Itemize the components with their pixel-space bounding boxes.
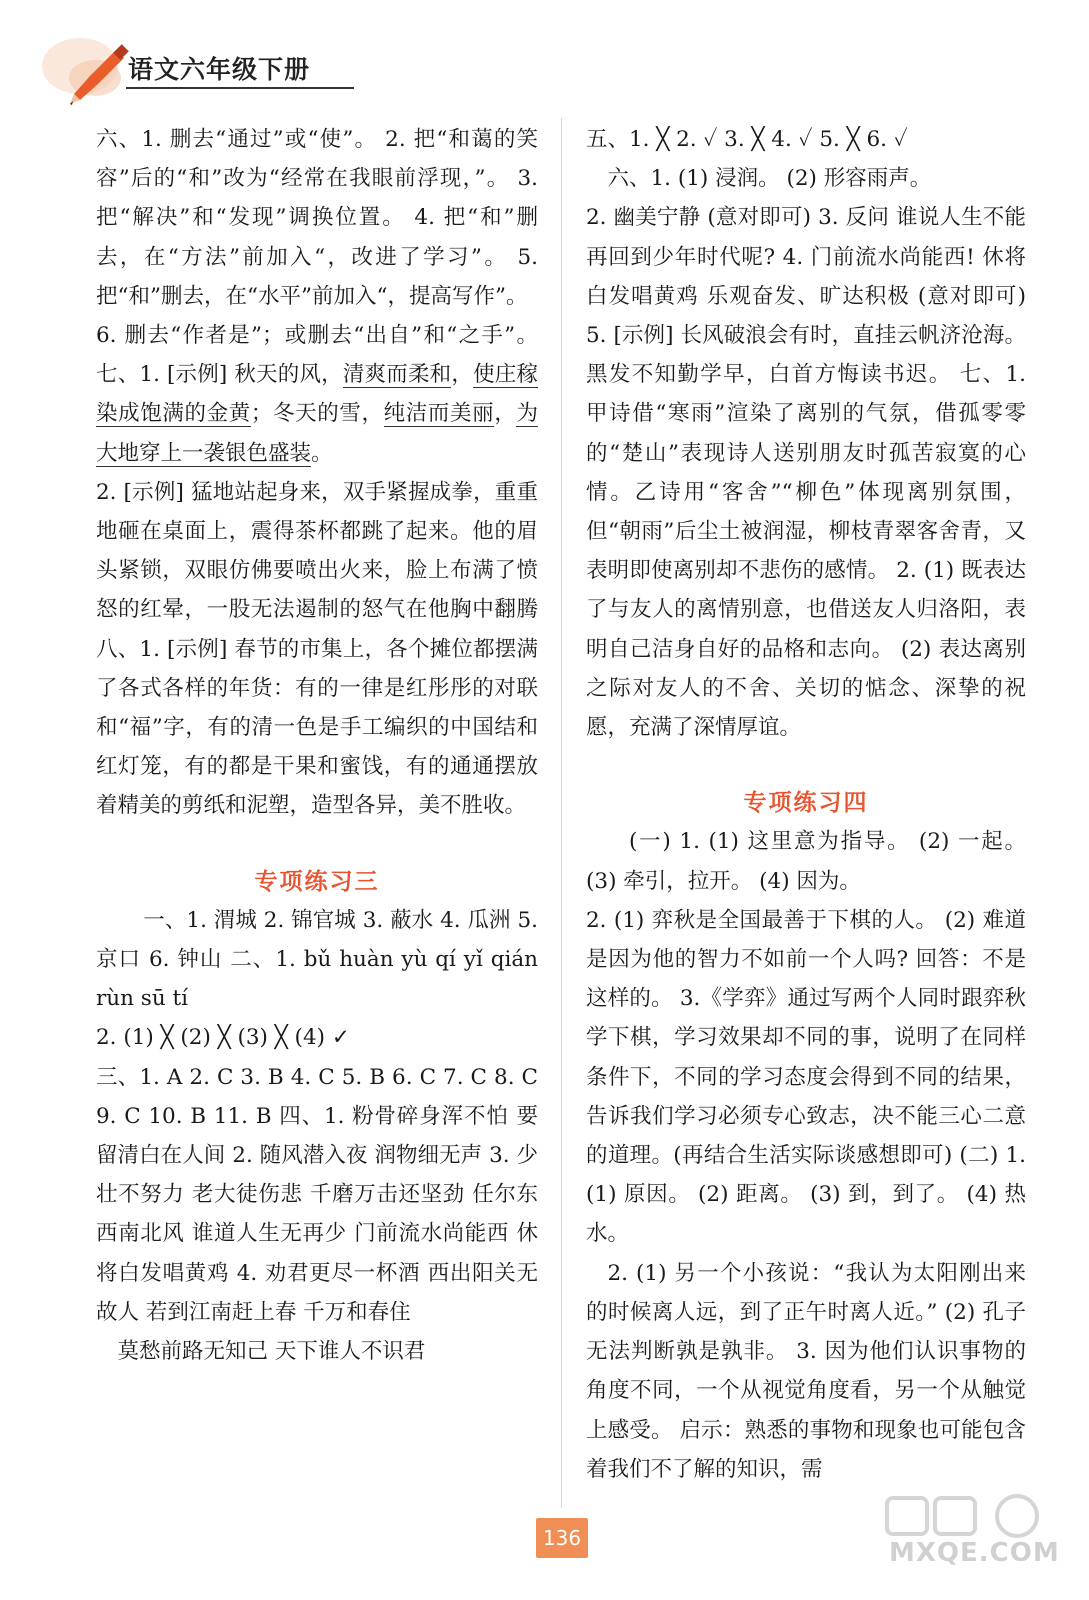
answer-paragraph: 2. 幽美宁静 (意对即可) 3. 反问 谁说人生不能再回到少年时代呢? 4. 门前流水尚能西! 休将白发唱黄鸡 乐观奋发、旷达积极 (意对即可) 5. [示例] 长风破浪会有时，直挂云帆济沧海。 黑发不知勤学早，白首方悔读书迟。 七、1. 甲诗借“寒雨”渲染了离别的气氛，借孤零零的“楚山”表现诗人送别朋友时孤苦寂寞的心情。乙诗用“客舍”“柳色”体现离别氛围，但“朝雨”后尘土被润湿，柳枝青翠客舍青，又表明即使离别却不悲伤的感情。 2. (1) 既表达了与友人的离情别意，也借送友人归洛阳，表明自己洁身自好的品格和志向。 (2) 表达离别之际对友人的不舍、关切的惦念、深挚的祝愿，充满了深情厚谊。 bbox=[586, 205, 1026, 741]
right-column bbox=[586, 120, 1026, 1489]
answer-paragraph: (一) 1. (1) 这里意为指导。 (2) 一起。 (3) 牵引，拉开。 (4) 因为。 bbox=[586, 829, 1026, 894]
answer-paragraph: 2. (1) 另一个小孩说：“我认为太阳刚出来的时候离人远，到了正午时离人近。” (2) 孔子无法判断孰是孰非。 3. 因为他们认识事物的角度不同，一个从视觉角度看，另一个从触觉上感受。 启示：熟悉的事物和现象也可能包含着我们不了解的知识，需 bbox=[586, 1260, 1026, 1482]
title-underline bbox=[126, 87, 354, 89]
answer-paragraph: 2. (1) ╳ (2) ╳ (3) ╳ (4) ✓ bbox=[96, 1025, 350, 1051]
answer-paragraph: 六、1. 删去“通过”或“使”。 2. 把“和蔼的笑容”后的“和”改为“经常在我眼前浮现，”。 3. 把“解决”和“发现”调换位置。 4. 把“和”删去，在“方法”前加入“，改进了学习”。 5. 把“和”删去，在“水平”前加入“，提高写作”。 bbox=[96, 127, 538, 309]
page-number: 136 bbox=[536, 1518, 588, 1558]
page-header bbox=[40, 28, 340, 108]
answer-paragraph: 一、1. 渭城 2. 锦官城 3. 蔽水 4. 瓜洲 5. 京口 6. 钟山 二、1. bǔ huàn yù qí yǐ qián rùn sū tí bbox=[96, 907, 538, 1012]
section-title: 专项练习三 bbox=[254, 867, 380, 895]
underlined-text: 使庄稼染成饱满的金黄 bbox=[96, 362, 538, 427]
answer-paragraph: 2. (1) 弈秋是全国最善于下棋的人。 (2) 难道是因为他的智力不如前一个人吗? 回答：不是这样的。 3.《学弈》通过写两个人同时跟弈秋学下棋，学习效果却不同的事，说明了在同样条件下，不同的学习态度会得到不同的结果，告诉我们学习必须专心致志，决不能三心二意的道理。(再结合生活实际谈感想即可) (二) 1. (1) 原因。 (2) 距离。 (3) 到，到了。 (4) 热水。 bbox=[586, 907, 1026, 1247]
answer-paragraph: 2. [示例] 猛地站起身来，双手紧握成拳，重重地砸在桌面上，震得茶杯都跳了起来。他的眉头紧锁，双眼仿佛要喷出火来，脸上布满了愤怒的红晕，一股无法遏制的怒气在他胸中翻腾 八、1. [示例] 春节的市集上，各个摊位都摆满了各式各样的年货：有的一律是红彤彤的对联和“福”字，有的清一色是手工编织的中国结和红灯笼，有的都是干果和蜜饯，有的通通摆放着精美的剪纸和泥塑，造型各异，美不胜收。 bbox=[96, 479, 538, 819]
answer-paragraph: 三、1. A 2. C 3. B 4. C 5. B 6. C 7. C 8. C 9. C 10. B 11. B 四、1. 粉骨碎身浑不怕 要留清白在人间 2. 随风潜入夜 润物细无声 3. 少壮不努力 老大徒伤悲 千磨万击还坚劲 任尔东西南北风 谁道人生无再少 门前流水尚能西 休将白发唱黄鸡 4. 劝君更尽一杯酒 西出阳关无故人 若到江南赶上春 千万和春住 bbox=[96, 1064, 538, 1325]
book-title: 语文六年级下册 bbox=[128, 55, 311, 84]
underlined-text: 清爽而柔和 bbox=[342, 362, 452, 388]
underlined-text: 为大地穿上一袭银色盛装 bbox=[96, 401, 538, 466]
answer-paragraph: 6. 删去“作者是”；或删去“出自”和“之手”。 七、1. [示例] 秋天的风，清爽而柔和，使庄稼染成饱满的金黄；冬天的雪，纯洁而美丽，为大地穿上一袭银色盛装。 bbox=[96, 323, 538, 466]
section-title: 专项练习四 bbox=[743, 789, 869, 817]
watermark-text: MXQE.COM bbox=[889, 1538, 1060, 1568]
answer-paragraph: 六、1. (1) 浸润。 (2) 形容雨声。 bbox=[607, 166, 932, 192]
answer-paragraph: 五、1. ╳ 2. ✓ 3. ╳ 4. ✓ 5. ╳ 6. ✓ bbox=[586, 127, 908, 152]
left-column bbox=[96, 120, 538, 1371]
underlined-text: 纯洁而美丽 bbox=[383, 401, 495, 427]
column-divider bbox=[561, 118, 562, 1508]
answer-paragraph: 莫愁前路无知己 天下谁人不识君 bbox=[117, 1339, 426, 1365]
watermark bbox=[885, 1492, 1065, 1572]
watermark-logo-icon bbox=[885, 1492, 1065, 1540]
